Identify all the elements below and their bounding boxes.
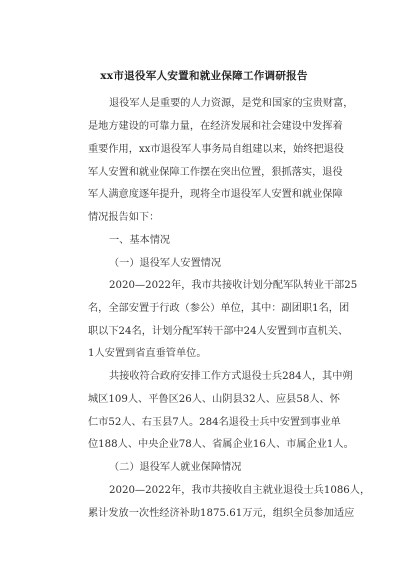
- paragraph-line: 是地方建设的可靠力量，在经济发展和社会建设中发挥着: [88, 121, 343, 132]
- paragraph-line: 军人安置和就业保障工作摆在突出位置，狠抓落实，退役: [88, 167, 343, 178]
- paragraph-line: 2020—2022年，我市共接收计划分配军队转业干部25: [109, 280, 358, 291]
- paragraph-line: 共接收符合政府安排工作方式退役士兵284人，其中朔: [109, 371, 353, 382]
- paragraph-line: 仁市52人、右玉县7人。284名退役士兵中安置到事业单: [88, 417, 341, 428]
- paragraph-line: 位188人、中央企业78人、省属企业16人、市属企业1人。: [88, 439, 354, 450]
- paragraph-line: 职以下24名，计划分配军转干部中24人安置到市直机关、: [88, 326, 349, 337]
- paragraph-line: 退役军人是重要的人力资源，是党和国家的宝贵财富，: [109, 98, 354, 109]
- section-heading: 一、基本情况: [109, 235, 171, 246]
- document-title: xx市退役军人安置和就业保障工作调研报告: [100, 70, 308, 82]
- paragraph-line: 军人满意度逐年提升，现将全市退役军人安置和就业保障: [88, 189, 343, 200]
- paragraph-line: 情况报告如下：: [88, 212, 160, 223]
- paragraph-line: 名，全部安置于行政（参公）单位，其中：副团职1名，团: [88, 303, 350, 314]
- paragraph-line: 重要作用，xx市退役军人事务局自组建以来，始终把退役: [88, 144, 344, 155]
- paragraph-line: 累计发放一次性经济补助1875.61万元，组织全员参加适应: [88, 508, 355, 519]
- subsection-heading: （二）退役军人就业保障情况: [109, 462, 242, 473]
- subsection-heading: （一）退役军人安置情况: [109, 258, 222, 269]
- paragraph-line: 1人安置到省直垂管单位。: [88, 348, 207, 359]
- paragraph-line: 2020—2022年，我市共接收自主就业退役士兵1086人，: [109, 485, 371, 496]
- paragraph-line: 城区109人、平鲁区26人、山阴县32人、应县58人、怀: [88, 394, 340, 405]
